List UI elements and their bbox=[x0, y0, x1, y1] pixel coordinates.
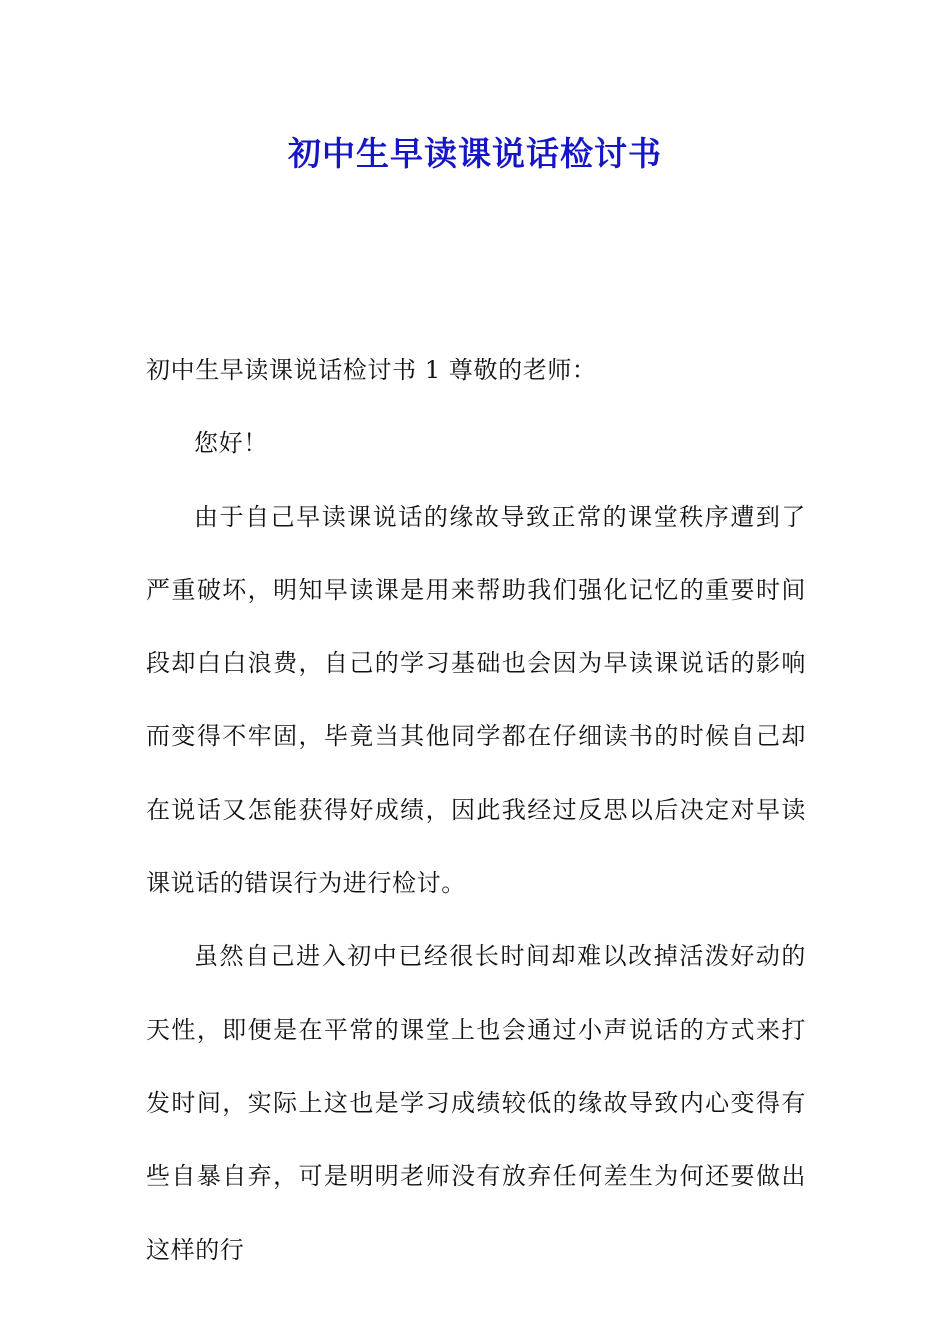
body-paragraph-2: 虽然自己进入初中已经很长时间却难以改掉活泼好动的天性，即便是在平常的课堂上也会通过小声说话的方式来打发时间，实际上这也是学习成绩较低的缘故导致内心变得有些自暴自弃，可是明明老师没有放弃任何差生为何还要做出这样的行 bbox=[146, 942, 806, 1264]
document-body bbox=[146, 334, 806, 1287]
salutation-line: 初中生早读课说话检讨书 1 尊敬的老师： bbox=[146, 356, 597, 384]
body-paragraph-1: 由于自己早读课说话的缘故导致正常的课堂秩序遭到了严重破坏，明知早读课是用来帮助我们强化记忆的重要时间段却白白浪费，自己的学习基础也会因为早读课说话的影响而变得不牢固，毕竟当其他同学都在仔细读书的时候自己却在说话又怎能获得好成绩，因此我经过反思以后决定对早读课说话的错误行为进行检讨。 bbox=[146, 502, 806, 898]
greeting-paragraph: 您好！ bbox=[194, 429, 268, 458]
document-title: 初中生早读课说话检讨书 bbox=[288, 134, 662, 173]
